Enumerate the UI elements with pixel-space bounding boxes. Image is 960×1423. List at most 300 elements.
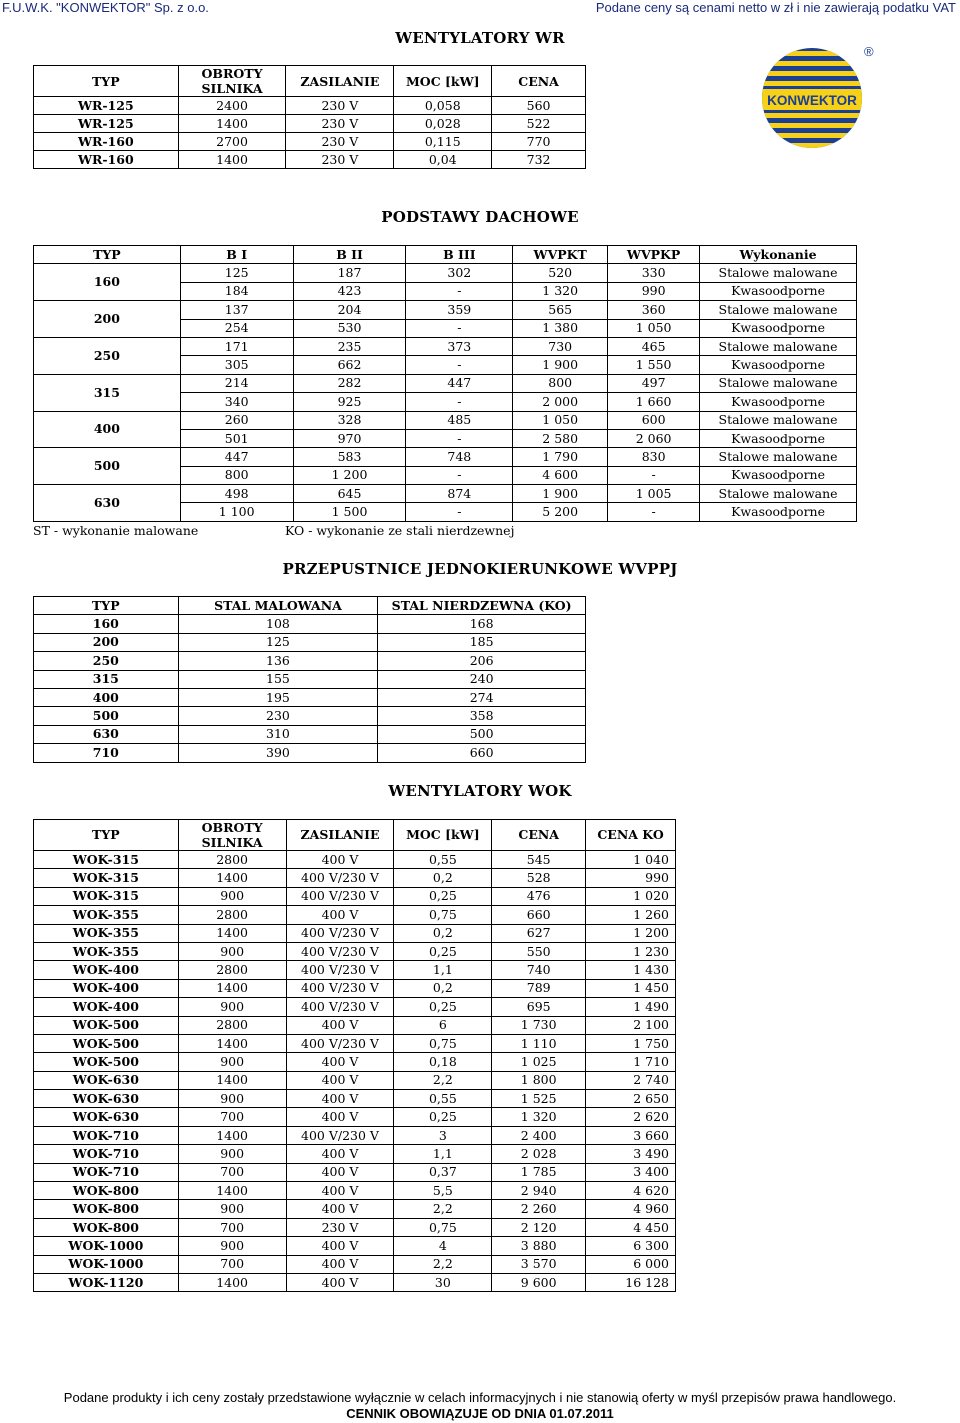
podstawy-header-2: B II (293, 246, 406, 264)
przepustnice-cell-nierdzewna: 500 (378, 725, 586, 743)
wok-cell-cena: 550 (492, 942, 586, 960)
wok-row (34, 851, 676, 869)
podstawy-cell-wykonanie: Stalowe malowane (700, 448, 857, 466)
podstawy-cell-wvpkp: 330 (608, 264, 700, 282)
wok-cell-typ: WOK-800 (34, 1200, 179, 1218)
wr-header-obroty: OBROTY SILNIKA (178, 66, 286, 97)
podstawy-cell-wvpkt: 2 580 (513, 429, 608, 447)
wok-header-obroty: OBROTY SILNIKA (178, 820, 286, 851)
wok-cell-obroty: 700 (178, 1255, 286, 1273)
podstawy-row (34, 374, 857, 392)
wok-cell-obroty: 1400 (178, 979, 286, 997)
wok-cell-typ: WOK-400 (34, 979, 179, 997)
wok-cell-zasilanie: 400 V (286, 851, 394, 869)
podstawy-cell-wykonanie: Kwasoodporne (700, 356, 857, 374)
podstawy-header-0: TYP (34, 246, 181, 264)
wok-cell-cena-ko: 4 450 (586, 1218, 676, 1236)
przepustnice-cell-nierdzewna: 660 (378, 744, 586, 762)
konwektor-logo (760, 42, 878, 154)
wok-cell-zasilanie: 400 V (286, 1255, 394, 1273)
podstawy-cell-b3: 748 (406, 448, 513, 466)
wok-cell-cena: 2 028 (492, 1145, 586, 1163)
podstawy-cell-b2: 662 (293, 356, 406, 374)
podstawy-cell-wykonanie: Stalowe malowane (700, 337, 857, 355)
wok-cell-cena-ko: 3 660 (586, 1126, 676, 1144)
przepustnice-row (34, 688, 586, 706)
podstawy-cell-b3: 359 (406, 301, 513, 319)
wok-row (34, 924, 676, 942)
wok-cell-cena: 3 570 (492, 1255, 586, 1273)
przepustnice-row (34, 670, 586, 688)
przepustnice-table (33, 596, 586, 763)
podstawy-cell-b1: 340 (180, 393, 293, 411)
wr-title: WENTYLATORY WR (395, 29, 565, 47)
wok-row (34, 1163, 676, 1181)
wr-cell-typ: WR-125 (34, 115, 179, 133)
podstawy-cell-wvpkp: - (608, 503, 700, 521)
wok-cell-zasilanie: 400 V/230 V (286, 979, 394, 997)
podstawy-cell-wvpkt: 5 200 (513, 503, 608, 521)
podstawy-cell-wvpkp: 360 (608, 301, 700, 319)
przepustnice-row (34, 744, 586, 762)
wok-cell-cena: 1 785 (492, 1163, 586, 1181)
wok-cell-zasilanie: 400 V (286, 1273, 394, 1291)
wok-cell-zasilanie: 400 V (286, 1163, 394, 1181)
wok-cell-cena: 2 400 (492, 1126, 586, 1144)
przepustnice-cell-nierdzewna: 168 (378, 615, 586, 633)
podstawy-cell-wykonanie: Stalowe malowane (700, 264, 857, 282)
podstawy-cell-b3: - (406, 503, 513, 521)
podstawy-cell-wvpkt: 730 (513, 337, 608, 355)
wok-cell-cena-ko: 2 740 (586, 1071, 676, 1089)
wok-row (34, 979, 676, 997)
wok-cell-obroty: 900 (178, 1053, 286, 1071)
podstawy-table (33, 245, 857, 522)
podstawy-cell-wykonanie: Kwasoodporne (700, 466, 857, 484)
wr-cell-cena: 732 (492, 151, 586, 169)
wr-cell-zasilanie: 230 V (286, 115, 394, 133)
wok-cell-cena-ko: 3 400 (586, 1163, 676, 1181)
wok-cell-moc: 0,25 (394, 998, 492, 1016)
wok-cell-typ: WOK-315 (34, 869, 179, 887)
wok-row (34, 1090, 676, 1108)
wok-row (34, 1273, 676, 1291)
przepustnice-title: PRZEPUSTNICE JEDNOKIERUNKOWE WVPPJ (282, 560, 678, 578)
wok-row (34, 961, 676, 979)
przepustnice-cell-typ: 630 (34, 725, 179, 743)
przepustnice-cell-malowana: 136 (178, 652, 378, 670)
wok-cell-cena: 1 800 (492, 1071, 586, 1089)
wok-cell-obroty: 2800 (178, 961, 286, 979)
przepustnice-cell-malowana: 390 (178, 744, 378, 762)
podstawy-cell-wvpkp: 1 050 (608, 319, 700, 337)
podstawy-cell-b1: 498 (180, 485, 293, 503)
wok-row (34, 869, 676, 887)
przepustnice-cell-nierdzewna: 274 (378, 688, 586, 706)
wok-row (34, 1255, 676, 1273)
podstawy-cell-wvpkp: 1 550 (608, 356, 700, 374)
podstawy-cell-wykonanie: Stalowe malowane (700, 301, 857, 319)
podstawy-cell-wvpkt: 1 790 (513, 448, 608, 466)
podstawy-cell-b3: - (406, 282, 513, 300)
podstawy-cell-b1: 501 (180, 429, 293, 447)
wr-header-zasilanie: ZASILANIE (286, 66, 394, 97)
wok-cell-cena-ko: 16 128 (586, 1273, 676, 1291)
wok-cell-zasilanie: 400 V/230 V (286, 1126, 394, 1144)
wok-row (34, 942, 676, 960)
podstawy-cell-typ: 500 (34, 448, 181, 485)
wok-cell-obroty: 2800 (178, 1016, 286, 1034)
podstawy-cell-b2: 282 (293, 374, 406, 392)
podstawy-cell-b3: 447 (406, 374, 513, 392)
wok-cell-moc: 0,25 (394, 887, 492, 905)
wok-cell-obroty: 900 (178, 1200, 286, 1218)
wok-cell-cena: 1 320 (492, 1108, 586, 1126)
wok-cell-zasilanie: 400 V/230 V (286, 1034, 394, 1052)
podstawy-cell-wvpkt: 1 050 (513, 411, 608, 429)
wok-row (34, 1237, 676, 1255)
wr-row (34, 151, 586, 169)
wok-cell-zasilanie: 400 V (286, 1182, 394, 1200)
wok-cell-cena-ko: 1 020 (586, 887, 676, 905)
wok-cell-zasilanie: 400 V (286, 1053, 394, 1071)
wok-row (34, 1182, 676, 1200)
przepustnice-cell-malowana: 155 (178, 670, 378, 688)
podstawy-cell-b3: - (406, 356, 513, 374)
wok-row (34, 1145, 676, 1163)
wok-cell-cena: 3 880 (492, 1237, 586, 1255)
wok-row (34, 1200, 676, 1218)
przepustnice-cell-nierdzewna: 185 (378, 633, 586, 651)
wok-cell-obroty: 700 (178, 1163, 286, 1181)
wok-row (34, 1016, 676, 1034)
podstawy-cell-typ: 200 (34, 301, 181, 338)
wok-cell-zasilanie: 400 V (286, 1200, 394, 1218)
podstawy-cell-b3: 302 (406, 264, 513, 282)
wok-cell-typ: WOK-500 (34, 1016, 179, 1034)
wok-cell-cena-ko: 990 (586, 869, 676, 887)
podstawy-cell-b3: 373 (406, 337, 513, 355)
wok-cell-zasilanie: 400 V (286, 1237, 394, 1255)
podstawy-cell-b2: 530 (293, 319, 406, 337)
podstawy-cell-b3: - (406, 393, 513, 411)
wok-cell-cena: 2 120 (492, 1218, 586, 1236)
wok-cell-typ: WOK-355 (34, 924, 179, 942)
podstawy-cell-b1: 137 (180, 301, 293, 319)
wok-cell-typ: WOK-315 (34, 851, 179, 869)
przepustnice-row (34, 707, 586, 725)
podstawy-header-6: Wykonanie (700, 246, 857, 264)
wok-row (34, 887, 676, 905)
podstawy-cell-b2: 583 (293, 448, 406, 466)
przepustnice-cell-nierdzewna: 358 (378, 707, 586, 725)
wok-cell-obroty: 900 (178, 1145, 286, 1163)
przepustnice-row (34, 652, 586, 670)
wok-cell-moc: 0,25 (394, 1108, 492, 1126)
wok-cell-cena: 2 260 (492, 1200, 586, 1218)
podstawy-cell-b2: 187 (293, 264, 406, 282)
wok-cell-obroty: 1400 (178, 1273, 286, 1291)
podstawy-cell-typ: 250 (34, 337, 181, 374)
wr-cell-moc: 0,028 (394, 115, 492, 133)
wok-cell-zasilanie: 400 V (286, 1108, 394, 1126)
podstawy-cell-wvpkt: 565 (513, 301, 608, 319)
wr-cell-obroty: 1400 (178, 151, 286, 169)
footer-disclaimer: Podane produkty i ich ceny zostały przedstawione wyłącznie w celach informacyjnych i nie stanowią oferty w myśl przepisów prawa handlowego. (63, 1390, 897, 1405)
price-note: Podane ceny są cenami netto w zł i nie zawierają podatku VAT (595, 0, 956, 15)
przepustnice-row (34, 725, 586, 743)
wok-cell-cena-ko: 4 620 (586, 1182, 676, 1200)
wok-cell-zasilanie: 400 V (286, 906, 394, 924)
wok-header-cena-ko: CENA KO (586, 820, 676, 851)
wr-cell-typ: WR-125 (34, 97, 179, 115)
podstawy-cell-b2: 970 (293, 429, 406, 447)
podstawy-cell-b1: 184 (180, 282, 293, 300)
podstawy-cell-wvpkp: 465 (608, 337, 700, 355)
wok-cell-typ: WOK-710 (34, 1145, 179, 1163)
podstawy-cell-b2: 204 (293, 301, 406, 319)
wok-cell-cena: 476 (492, 887, 586, 905)
wok-cell-zasilanie: 400 V (286, 1145, 394, 1163)
przepustnice-cell-typ: 400 (34, 688, 179, 706)
wok-cell-cena: 528 (492, 869, 586, 887)
przepustnice-cell-malowana: 310 (178, 725, 378, 743)
wok-cell-cena: 9 600 (492, 1273, 586, 1291)
wok-cell-zasilanie: 230 V (286, 1218, 394, 1236)
wok-cell-obroty: 900 (178, 1237, 286, 1255)
wok-cell-moc: 6 (394, 1016, 492, 1034)
wr-row (34, 115, 586, 133)
wok-cell-cena-ko: 1 710 (586, 1053, 676, 1071)
wok-cell-moc: 0,75 (394, 1034, 492, 1052)
podstawy-cell-wvpkp: - (608, 466, 700, 484)
wok-cell-cena: 2 940 (492, 1182, 586, 1200)
podstawy-cell-wykonanie: Stalowe malowane (700, 485, 857, 503)
wok-cell-cena: 1 730 (492, 1016, 586, 1034)
wok-cell-cena: 1 025 (492, 1053, 586, 1071)
wr-cell-zasilanie: 230 V (286, 151, 394, 169)
wok-cell-cena-ko: 6 000 (586, 1255, 676, 1273)
wok-row (34, 1218, 676, 1236)
wok-cell-moc: 0,75 (394, 1218, 492, 1236)
przepustnice-cell-nierdzewna: 206 (378, 652, 586, 670)
podstawy-row (34, 301, 857, 319)
wok-cell-cena: 789 (492, 979, 586, 997)
wok-cell-zasilanie: 400 V/230 V (286, 869, 394, 887)
wok-cell-moc: 3 (394, 1126, 492, 1144)
wok-cell-obroty: 1400 (178, 869, 286, 887)
wok-cell-moc: 0,2 (394, 869, 492, 887)
podstawy-cell-wykonanie: Kwasoodporne (700, 319, 857, 337)
podstawy-row (34, 337, 857, 355)
wok-cell-obroty: 700 (178, 1218, 286, 1236)
podstawy-row (34, 485, 857, 503)
przepustnice-cell-nierdzewna: 240 (378, 670, 586, 688)
wok-cell-cena-ko: 2 620 (586, 1108, 676, 1126)
wok-cell-typ: WOK-400 (34, 998, 179, 1016)
wok-cell-cena: 740 (492, 961, 586, 979)
wok-cell-cena: 695 (492, 998, 586, 1016)
wok-cell-cena-ko: 1 750 (586, 1034, 676, 1052)
przepustnice-cell-typ: 160 (34, 615, 179, 633)
wr-header-cena: CENA (492, 66, 586, 97)
wok-header-cena: CENA (492, 820, 586, 851)
wok-cell-moc: 2,2 (394, 1200, 492, 1218)
przepustnice-cell-typ: 710 (34, 744, 179, 762)
wok-cell-cena-ko: 1 230 (586, 942, 676, 960)
podstawy-header-5: WVPKP (608, 246, 700, 264)
wr-cell-moc: 0,04 (394, 151, 492, 169)
przepustnice-header-0: TYP (34, 597, 179, 615)
wok-cell-typ: WOK-500 (34, 1034, 179, 1052)
podstawy-cell-wvpkt: 1 320 (513, 282, 608, 300)
wok-cell-zasilanie: 400 V/230 V (286, 961, 394, 979)
wok-cell-zasilanie: 400 V (286, 1071, 394, 1089)
przepustnice-cell-malowana: 108 (178, 615, 378, 633)
przepustnice-cell-typ: 250 (34, 652, 179, 670)
przepustnice-cell-typ: 315 (34, 670, 179, 688)
wok-cell-typ: WOK-710 (34, 1126, 179, 1144)
wok-cell-obroty: 1400 (178, 1071, 286, 1089)
wok-cell-typ: WOK-1000 (34, 1237, 179, 1255)
wok-cell-cena-ko: 1 260 (586, 906, 676, 924)
podstawy-cell-wvpkp: 600 (608, 411, 700, 429)
wok-cell-cena: 660 (492, 906, 586, 924)
wok-cell-cena: 545 (492, 851, 586, 869)
wr-cell-moc: 0,115 (394, 133, 492, 151)
podstawy-cell-wykonanie: Kwasoodporne (700, 503, 857, 521)
podstawy-title: PODSTAWY DACHOWE (381, 208, 579, 226)
wok-cell-cena-ko: 1 490 (586, 998, 676, 1016)
wr-cell-obroty: 2400 (178, 97, 286, 115)
wok-title: WENTYLATORY WOK (388, 782, 572, 800)
wok-cell-obroty: 1400 (178, 924, 286, 942)
wok-cell-moc: 0,2 (394, 924, 492, 942)
wr-header-typ: TYP (34, 66, 179, 97)
wok-cell-typ: WOK-710 (34, 1163, 179, 1181)
wok-cell-obroty: 900 (178, 887, 286, 905)
wok-cell-cena-ko: 1 200 (586, 924, 676, 942)
podstawy-cell-wvpkt: 2 000 (513, 393, 608, 411)
podstawy-cell-wvpkt: 520 (513, 264, 608, 282)
wok-cell-typ: WOK-630 (34, 1108, 179, 1126)
podstawy-cell-wvpkt: 1 900 (513, 485, 608, 503)
wok-cell-moc: 1,1 (394, 1145, 492, 1163)
wok-cell-moc: 30 (394, 1273, 492, 1291)
podstawy-cell-b1: 260 (180, 411, 293, 429)
podstawy-cell-b1: 214 (180, 374, 293, 392)
wok-row (34, 906, 676, 924)
wr-cell-zasilanie: 230 V (286, 97, 394, 115)
podstawy-cell-typ: 630 (34, 485, 181, 522)
wok-header-zasilanie: ZASILANIE (286, 820, 394, 851)
wok-cell-typ: WOK-800 (34, 1182, 179, 1200)
podstawy-cell-b2: 925 (293, 393, 406, 411)
wok-cell-cena: 627 (492, 924, 586, 942)
wok-cell-moc: 0,55 (394, 1090, 492, 1108)
podstawy-cell-b1: 254 (180, 319, 293, 337)
wr-cell-obroty: 1400 (178, 115, 286, 133)
podstawy-cell-b3: 874 (406, 485, 513, 503)
wok-cell-cena-ko: 3 490 (586, 1145, 676, 1163)
wok-table (33, 819, 676, 1292)
wok-cell-zasilanie: 400 V/230 V (286, 887, 394, 905)
wok-cell-obroty: 1400 (178, 1182, 286, 1200)
podstawy-cell-b2: 1 500 (293, 503, 406, 521)
podstawy-cell-wvpkt: 1 900 (513, 356, 608, 374)
wok-cell-moc: 0,25 (394, 942, 492, 960)
podstawy-cell-wvpkp: 830 (608, 448, 700, 466)
wok-cell-obroty: 1400 (178, 1126, 286, 1144)
wok-cell-typ: WOK-400 (34, 961, 179, 979)
przepustnice-cell-malowana: 230 (178, 707, 378, 725)
wok-cell-cena-ko: 1 430 (586, 961, 676, 979)
wok-cell-zasilanie: 400 V (286, 1016, 394, 1034)
wr-cell-moc: 0,058 (394, 97, 492, 115)
wr-cell-cena: 770 (492, 133, 586, 151)
wr-cell-zasilanie: 230 V (286, 133, 394, 151)
note-st: ST - wykonanie malowane (33, 523, 199, 538)
wok-cell-cena-ko: 2 650 (586, 1090, 676, 1108)
podstawy-cell-b1: 125 (180, 264, 293, 282)
przepustnice-row (34, 633, 586, 651)
wr-cell-cena: 560 (492, 97, 586, 115)
wok-cell-obroty: 700 (178, 1108, 286, 1126)
wok-cell-moc: 0,37 (394, 1163, 492, 1181)
wr-cell-typ: WR-160 (34, 151, 179, 169)
podstawy-cell-b2: 328 (293, 411, 406, 429)
wok-cell-zasilanie: 400 V/230 V (286, 998, 394, 1016)
podstawy-cell-wvpkp: 990 (608, 282, 700, 300)
podstawy-cell-wvpkp: 497 (608, 374, 700, 392)
podstawy-cell-b3: - (406, 429, 513, 447)
wok-cell-typ: WOK-800 (34, 1218, 179, 1236)
wok-cell-typ: WOK-355 (34, 906, 179, 924)
podstawy-cell-b1: 305 (180, 356, 293, 374)
wok-cell-obroty: 900 (178, 1090, 286, 1108)
wok-cell-obroty: 900 (178, 942, 286, 960)
przepustnice-cell-typ: 500 (34, 707, 179, 725)
wok-cell-typ: WOK-1000 (34, 1255, 179, 1273)
wok-row (34, 1034, 676, 1052)
przepustnice-header-2: STAL NIERDZEWNA (KO) (378, 597, 586, 615)
wok-row (34, 1053, 676, 1071)
logo-text: KONWEKTOR (767, 93, 857, 108)
podstawy-cell-wvpkp: 1 660 (608, 393, 700, 411)
wok-cell-moc: 5,5 (394, 1182, 492, 1200)
wok-cell-cena-ko: 1 450 (586, 979, 676, 997)
wok-cell-obroty: 2800 (178, 906, 286, 924)
wok-cell-cena: 1 110 (492, 1034, 586, 1052)
podstawy-cell-wvpkp: 2 060 (608, 429, 700, 447)
przepustnice-cell-malowana: 125 (178, 633, 378, 651)
wr-row (34, 97, 586, 115)
wok-cell-typ: WOK-630 (34, 1071, 179, 1089)
wok-cell-cena-ko: 1 040 (586, 851, 676, 869)
wok-cell-obroty: 900 (178, 998, 286, 1016)
wok-row (34, 998, 676, 1016)
podstawy-cell-wvpkt: 4 600 (513, 466, 608, 484)
podstawy-cell-b1: 1 100 (180, 503, 293, 521)
przepustnice-row (34, 615, 586, 633)
wr-cell-typ: WR-160 (34, 133, 179, 151)
podstawy-cell-wykonanie: Stalowe malowane (700, 411, 857, 429)
wr-cell-cena: 522 (492, 115, 586, 133)
wok-row (34, 1126, 676, 1144)
wok-cell-moc: 0,18 (394, 1053, 492, 1071)
wok-cell-cena-ko: 2 100 (586, 1016, 676, 1034)
podstawy-cell-typ: 315 (34, 374, 181, 411)
